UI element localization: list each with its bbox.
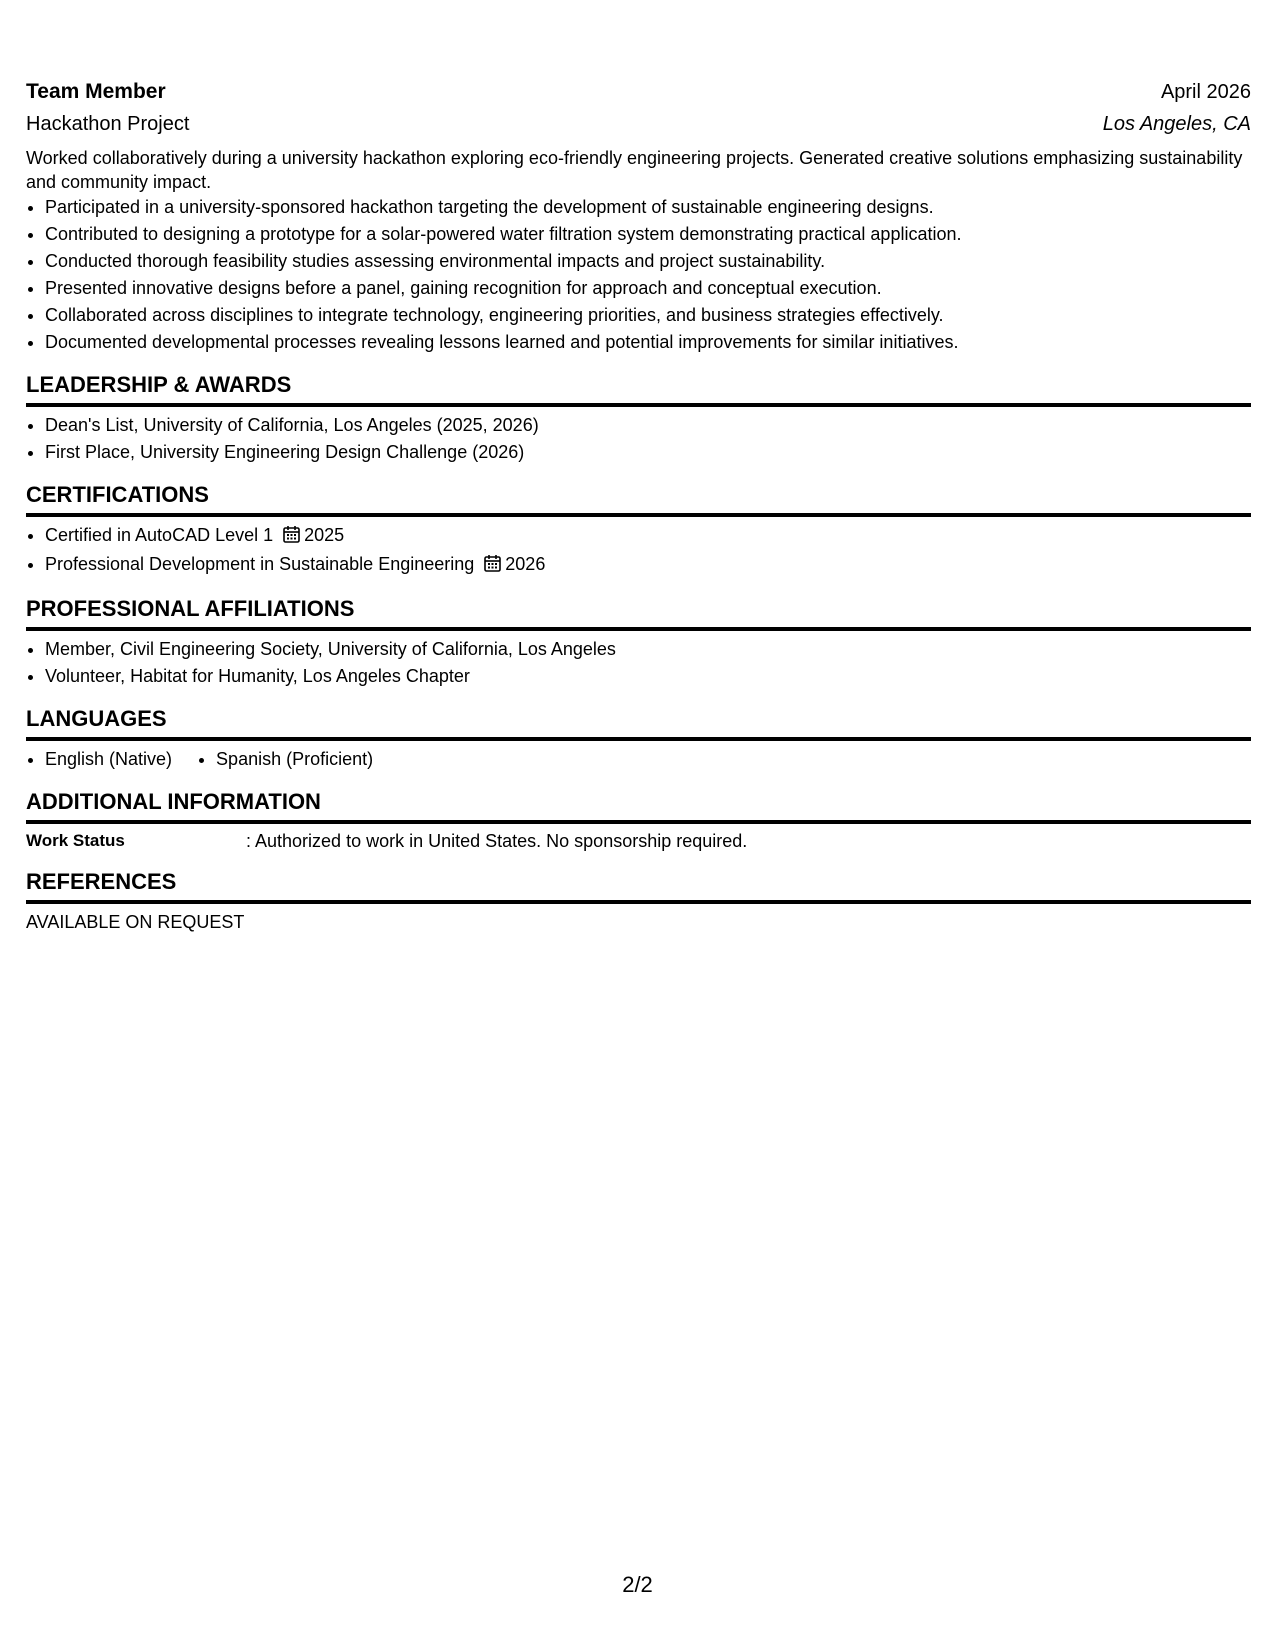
list-item: • Contributed to designing a prototype for a solar-powered water filtration system demonstrating practical application. xyxy=(45,221,1251,248)
entry-header xyxy=(26,76,1251,108)
page-number: 2/2 xyxy=(622,1572,653,1597)
job-summary: Worked collaboratively during a university hackathon exploring eco-friendly engineering projects. Generated creative solutions emphasizing sustainability and community impact. xyxy=(26,148,1243,192)
list-item: • Participated in a university-sponsored hackathon targeting the development of sustainable engineering designs. xyxy=(45,194,1251,221)
languages-section xyxy=(26,704,1251,773)
section-heading: LEADERSHIP & AWARDS xyxy=(26,370,1251,407)
calendar-icon xyxy=(283,524,300,551)
section-heading: ADDITIONAL INFORMATION xyxy=(26,787,1251,824)
languages-list xyxy=(26,746,1251,773)
resume-page xyxy=(26,76,1251,935)
affiliations-list xyxy=(26,636,1251,690)
certifications-section xyxy=(26,480,1251,580)
certification-name: Certified in AutoCAD Level 1 xyxy=(45,525,274,545)
list-item: • Volunteer, Habitat for Humanity, Los Angeles Chapter xyxy=(45,663,1251,690)
list-item: • First Place, University Engineering Design Challenge (2026) xyxy=(45,439,1251,466)
list-item: • Presented innovative designs before a panel, gaining recognition for approach and conceptual execution. xyxy=(45,275,1251,302)
work-status-label: Work Status xyxy=(26,831,125,850)
job-date: April 2026 xyxy=(1160,81,1251,103)
job-title: Team Member xyxy=(26,80,166,103)
list-item: • Member, Civil Engineering Society, University of California, Los Angeles xyxy=(45,636,1251,663)
references-text: AVAILABLE ON REQUEST xyxy=(26,912,245,932)
experience-entry xyxy=(26,76,1251,356)
certification-year: 2026 xyxy=(505,554,546,574)
section-heading: CERTIFICATIONS xyxy=(26,480,1251,517)
certification-name: Professional Development in Sustainable Engineering xyxy=(45,554,475,574)
section-heading: PROFESSIONAL AFFILIATIONS xyxy=(26,594,1251,631)
list-item xyxy=(45,522,1251,551)
list-item: • Dean's List, University of California, Los Angeles (2025, 2026) xyxy=(45,412,1251,439)
certifications-list xyxy=(26,522,1251,580)
list-item: • Conducted thorough feasibility studies assessing environmental impacts and project sustainability. xyxy=(45,248,1251,275)
work-status-row xyxy=(26,829,1251,853)
section-heading: LANGUAGES xyxy=(26,704,1251,741)
certification-year: 2025 xyxy=(304,525,345,545)
organization-name: Hackathon Project xyxy=(26,113,190,135)
additional-info-section xyxy=(26,787,1251,853)
section-heading: REFERENCES xyxy=(26,867,1251,904)
entry-subheader xyxy=(26,108,1251,140)
calendar-icon xyxy=(484,553,501,580)
leadership-section xyxy=(26,370,1251,466)
job-location: Los Angeles, CA xyxy=(1102,113,1251,135)
list-item xyxy=(45,551,1251,580)
references-section xyxy=(26,867,1251,935)
leadership-list xyxy=(26,412,1251,466)
list-item: • English (Native) xyxy=(45,746,172,773)
list-item: • Collaborated across disciplines to integrate technology, engineering priorities, and business strategies effectively. xyxy=(45,302,1251,329)
list-item: • Documented developmental processes revealing lessons learned and potential improvements for similar initiatives. xyxy=(45,329,1251,356)
job-bullet-list xyxy=(26,194,1251,356)
work-status-value: : Authorized to work in United States. No sponsorship required. xyxy=(246,831,748,851)
affiliations-section xyxy=(26,594,1251,690)
list-item: • Spanish (Proficient) xyxy=(216,746,373,773)
